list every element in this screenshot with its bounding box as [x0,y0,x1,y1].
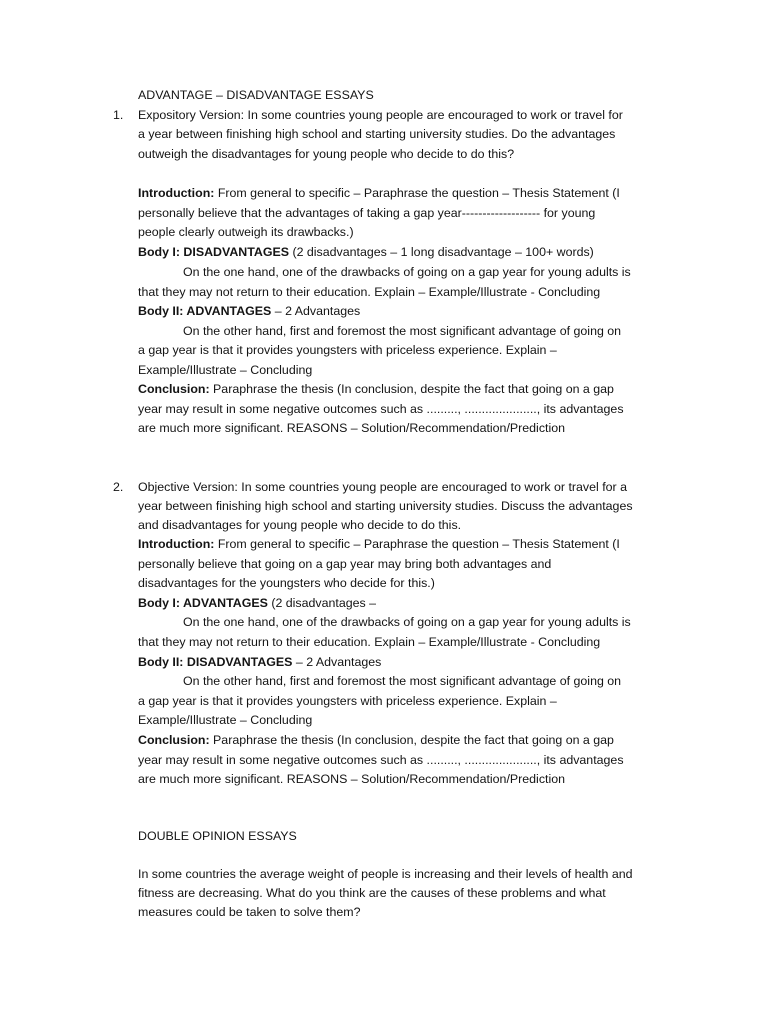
body2-label: Body II: DISADVANTAGES [138,655,293,669]
item1-question-line: Expository Version: In some countries young people are encouraged to work or travel for [138,108,623,122]
body2-label: Body II: ADVANTAGES [138,304,272,318]
item2-question-line: Objective Version: In some countries young people are encouraged to work or travel for a [138,480,628,494]
list-number-2: 2. [113,480,124,494]
item1-intro-line: personally believe that the advantages of taking a gap year------------------- for young [138,206,596,220]
conclusion-label: Conclusion: [138,382,210,396]
body1-label: Body I: DISADVANTAGES [138,245,289,259]
item2-question-line: year between finishing high school and starting university studies. Discuss the advantages [138,499,633,513]
final-question-line: fitness are decreasing. What do you think are the causes of these problems and what [138,886,606,900]
item1-body2-line: Example/Illustrate – Concluding [138,363,313,377]
final-question-line: measures could be taken to solve them? [138,905,361,919]
item2-body2-heading: Body II: DISADVANTAGES – 2 Advantages [138,655,382,669]
item2-body2-line: Example/Illustrate – Concluding [138,713,313,727]
item1-conclusion-line: year may result in some negative outcomes such as ........., ....................., its advantages [138,402,624,416]
item1-body1-heading: Body I: DISADVANTAGES (2 disadvantages – 1 long disadvantage – 100+ words) [138,245,594,259]
item1-body1-line: On the one hand, one of the drawbacks of going on a gap year for young adults is [183,265,631,279]
section-heading: ADVANTAGE – DISADVANTAGE ESSAYS [138,88,374,102]
list-number-1: 1. [113,108,124,122]
item1-conclusion-line: are much more significant. REASONS – Solution/Recommendation/Prediction [138,421,565,435]
item2-body2-line: On the other hand, first and foremost the most significant advantage of going on [183,674,622,688]
item2-conclusion-line: are much more significant. REASONS – Solution/Recommendation/Prediction [138,772,565,786]
item1-conclusion-line: Conclusion: Paraphrase the thesis (In conclusion, despite the fact that going on a gap [138,382,614,396]
item1-intro-line: Introduction: From general to specific – Paraphrase the question – Thesis Statement (I [138,186,620,200]
item1-intro-line: people clearly outweigh its drawbacks.) [138,225,354,239]
item2-intro-line: disadvantages for the youngsters who decide for this.) [138,576,435,590]
item1-body2-line: a gap year is that it provides youngsters with priceless experience. Explain – [138,343,557,357]
body1-label: Body I: ADVANTAGES [138,596,268,610]
item1-body2-line: On the other hand, first and foremost the most significant advantage of going on [183,324,622,338]
section-heading-2: DOUBLE OPINION ESSAYS [138,829,297,843]
item2-conclusion-line: Conclusion: Paraphrase the thesis (In conclusion, despite the fact that going on a gap [138,733,614,747]
conclusion-label: Conclusion: [138,733,210,747]
item1-question-line: outweigh the disadvantages for young people who decide to do this? [138,147,515,161]
item1-body1-line: that they may not return to their education. Explain – Example/Illustrate - Concluding [138,285,601,299]
item2-question-line: and disadvantages for young people who decide to do this. [138,518,462,532]
item1-question-line: a year between finishing high school and starting university studies. Do the advantages [138,127,616,141]
item2-conclusion-line: year may result in some negative outcomes such as ........., ....................., its advantages [138,753,624,767]
intro-label: Introduction: [138,186,215,200]
item2-body1-line: On the one hand, one of the drawbacks of going on a gap year for young adults is [183,615,631,629]
item2-body2-line: a gap year is that it provides youngsters with priceless experience. Explain – [138,694,557,708]
item2-body1-line: that they may not return to their education. Explain – Example/Illustrate - Concluding [138,635,601,649]
final-question-line: In some countries the average weight of people is increasing and their levels of health and [138,867,633,881]
item2-body1-heading: Body I: ADVANTAGES (2 disadvantages – [138,596,377,610]
intro-label: Introduction: [138,537,215,551]
item1-body2-heading: Body II: ADVANTAGES – 2 Advantages [138,304,361,318]
item2-intro-line: Introduction: From general to specific – Paraphrase the question – Thesis Statement (I [138,537,620,551]
item2-intro-line: personally believe that going on a gap year may bring both advantages and [138,557,552,571]
